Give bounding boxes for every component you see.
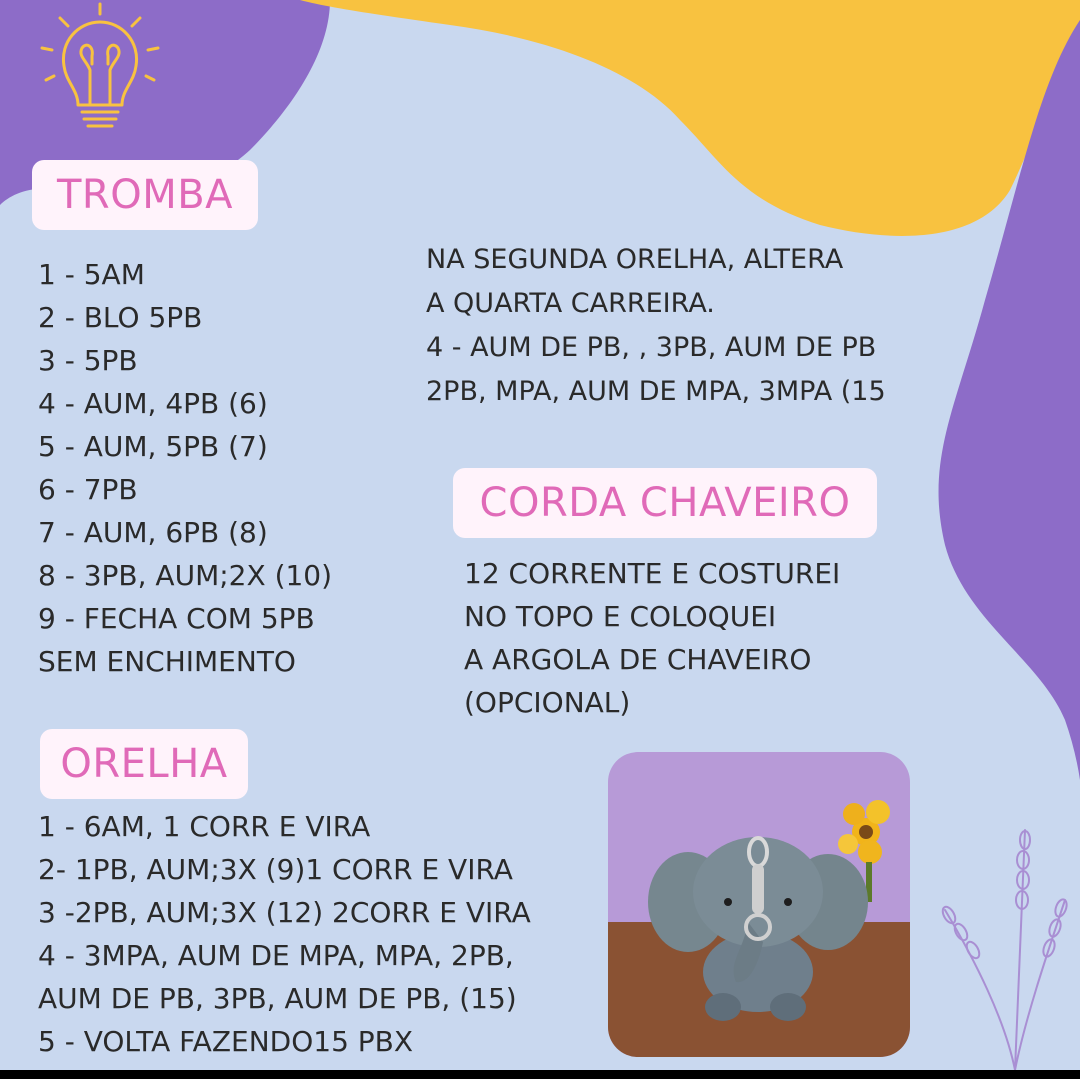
instruction-line: 4 - AUM, 4PB (6) (38, 387, 268, 420)
instruction-line: 4 - 3MPA, AUM DE MPA, MPA, 2PB, (38, 939, 514, 972)
corda-chaveiro-title: CORDA CHAVEIRO (479, 480, 851, 526)
corda-chaveiro-title-box (453, 468, 877, 538)
instruction-line: A ARGOLA DE CHAVEIRO (464, 643, 812, 676)
instruction-line: 5 - AUM, 5PB (7) (38, 430, 268, 463)
instruction-line: 8 - 3PB, AUM;2X (10) (38, 559, 333, 592)
tromba-title-box (32, 160, 258, 230)
instruction-line: 1 - 6AM, 1 CORR E VIRA (38, 810, 371, 843)
tromba-instructions (38, 253, 332, 683)
product-photo (608, 752, 910, 1057)
instruction-line: 5 - VOLTA FAZENDO15 PBX (38, 1025, 414, 1058)
instruction-line: AUM DE PB, 3PB, AUM DE PB, (15) (38, 982, 517, 1015)
instruction-line: 12 CORRENTE E COSTUREI (464, 557, 841, 590)
instruction-line: NO TOPO E COLOQUEI (464, 600, 777, 633)
instruction-line: 7 - AUM, 6PB (8) (38, 516, 268, 549)
yellow-blob-top (300, 0, 1080, 236)
lightbulb-icon (20, 0, 165, 135)
instruction-line: SEM ENCHIMENTO (38, 645, 296, 678)
instruction-line: (OPCIONAL) (464, 686, 631, 719)
instruction-line: 2 - BLO 5PB (38, 301, 203, 334)
orelha-title-box (40, 729, 248, 799)
instruction-line: 9 - FECHA COM 5PB (38, 602, 315, 635)
instruction-line: 1 - 5AM (38, 258, 145, 291)
note-line: NA SEGUNDA ORELHA, ALTERA (426, 244, 844, 275)
lavender-sprig-icon (935, 820, 1075, 1070)
second-ear-note (426, 238, 886, 414)
corda-chaveiro-instructions (464, 552, 840, 724)
instruction-line: 2- 1PB, AUM;3X (9)1 CORR E VIRA (38, 853, 513, 886)
orelha-title: ORELHA (60, 741, 228, 787)
elephant-keychain-illustration (608, 752, 910, 1057)
note-line: A QUARTA CARREIRA. (426, 288, 715, 319)
orelha-instructions (38, 805, 531, 1063)
note-line: 2PB, MPA, AUM DE MPA, 3MPA (15 (426, 376, 886, 407)
instruction-line: 3 - 5PB (38, 344, 138, 377)
note-line: 4 - AUM DE PB, , 3PB, AUM DE PB (426, 332, 877, 363)
instruction-line: 3 -2PB, AUM;3X (12) 2CORR E VIRA (38, 896, 531, 929)
instruction-line: 6 - 7PB (38, 473, 138, 506)
tromba-title: TROMBA (56, 172, 234, 218)
